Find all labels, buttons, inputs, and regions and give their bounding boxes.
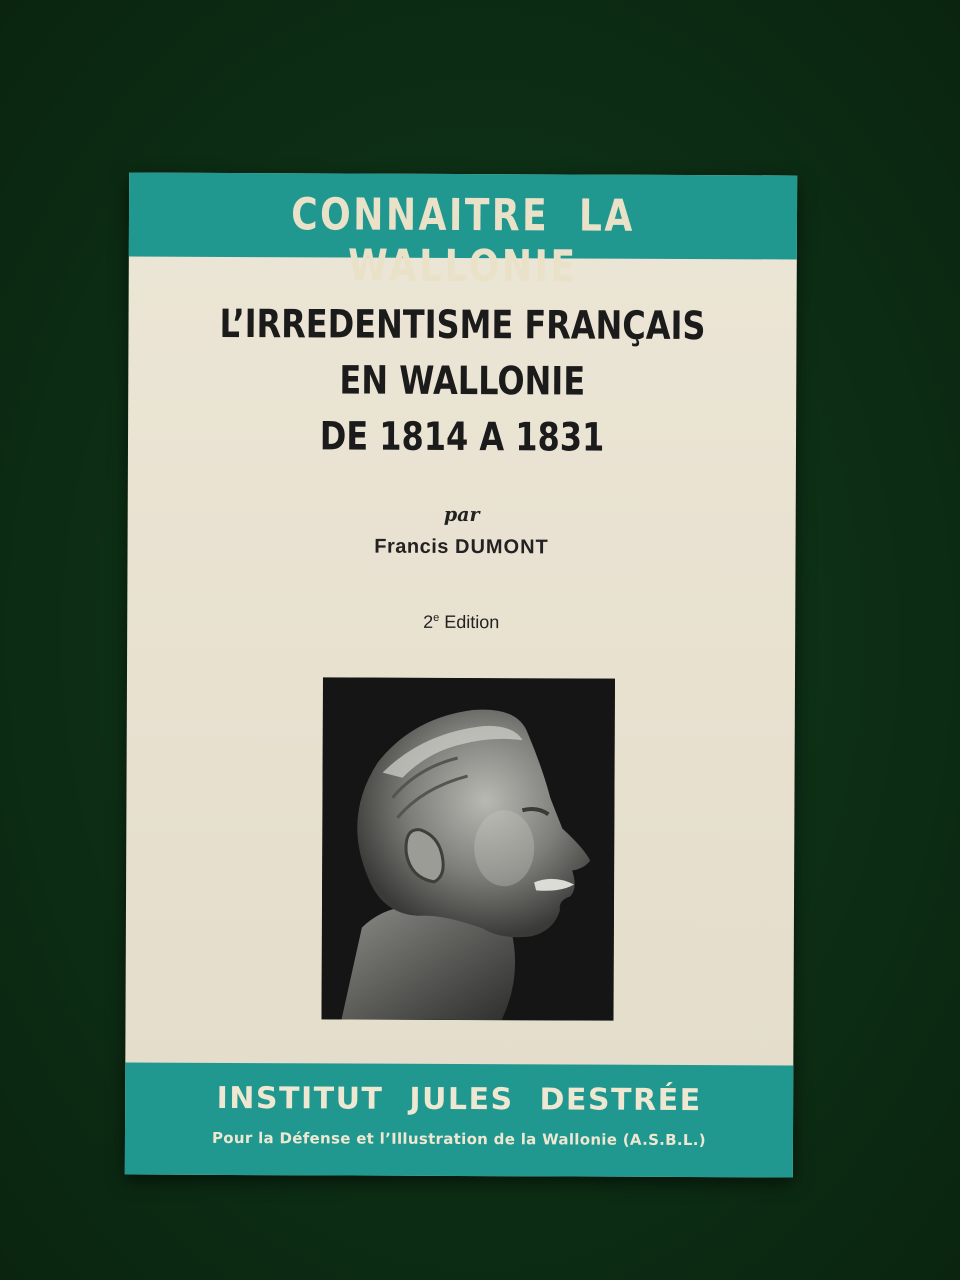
edition-label (127, 611, 795, 635)
series-title: CONNAITRE LA WALLONIE (291, 189, 635, 293)
title-line-2: EN WALLONIE (339, 358, 586, 405)
series-band (129, 173, 797, 293)
author-surname: DUMONT (454, 535, 549, 559)
title-line-1: L’IRREDENTISME FRANÇAIS (219, 301, 706, 350)
edition-superscript: e (433, 611, 440, 624)
author-name (128, 535, 796, 561)
edition-word: Edition (444, 611, 500, 633)
publisher-name: INSTITUT JULES DESTRÉE (216, 1080, 702, 1119)
portrait-relief-image (321, 677, 614, 1020)
publisher-band (125, 1063, 793, 1178)
by-label: par (443, 503, 480, 527)
title-line-3: DE 1814 A 1831 (319, 414, 605, 461)
book-cover (125, 173, 797, 1178)
edition-number: 2 (423, 611, 434, 632)
book-title (128, 297, 797, 468)
author-given-name: Francis (374, 535, 450, 558)
publisher-tagline: Pour la Défense et l’Illustration de la Wallonie (A.S.B.L.) (211, 1128, 706, 1150)
